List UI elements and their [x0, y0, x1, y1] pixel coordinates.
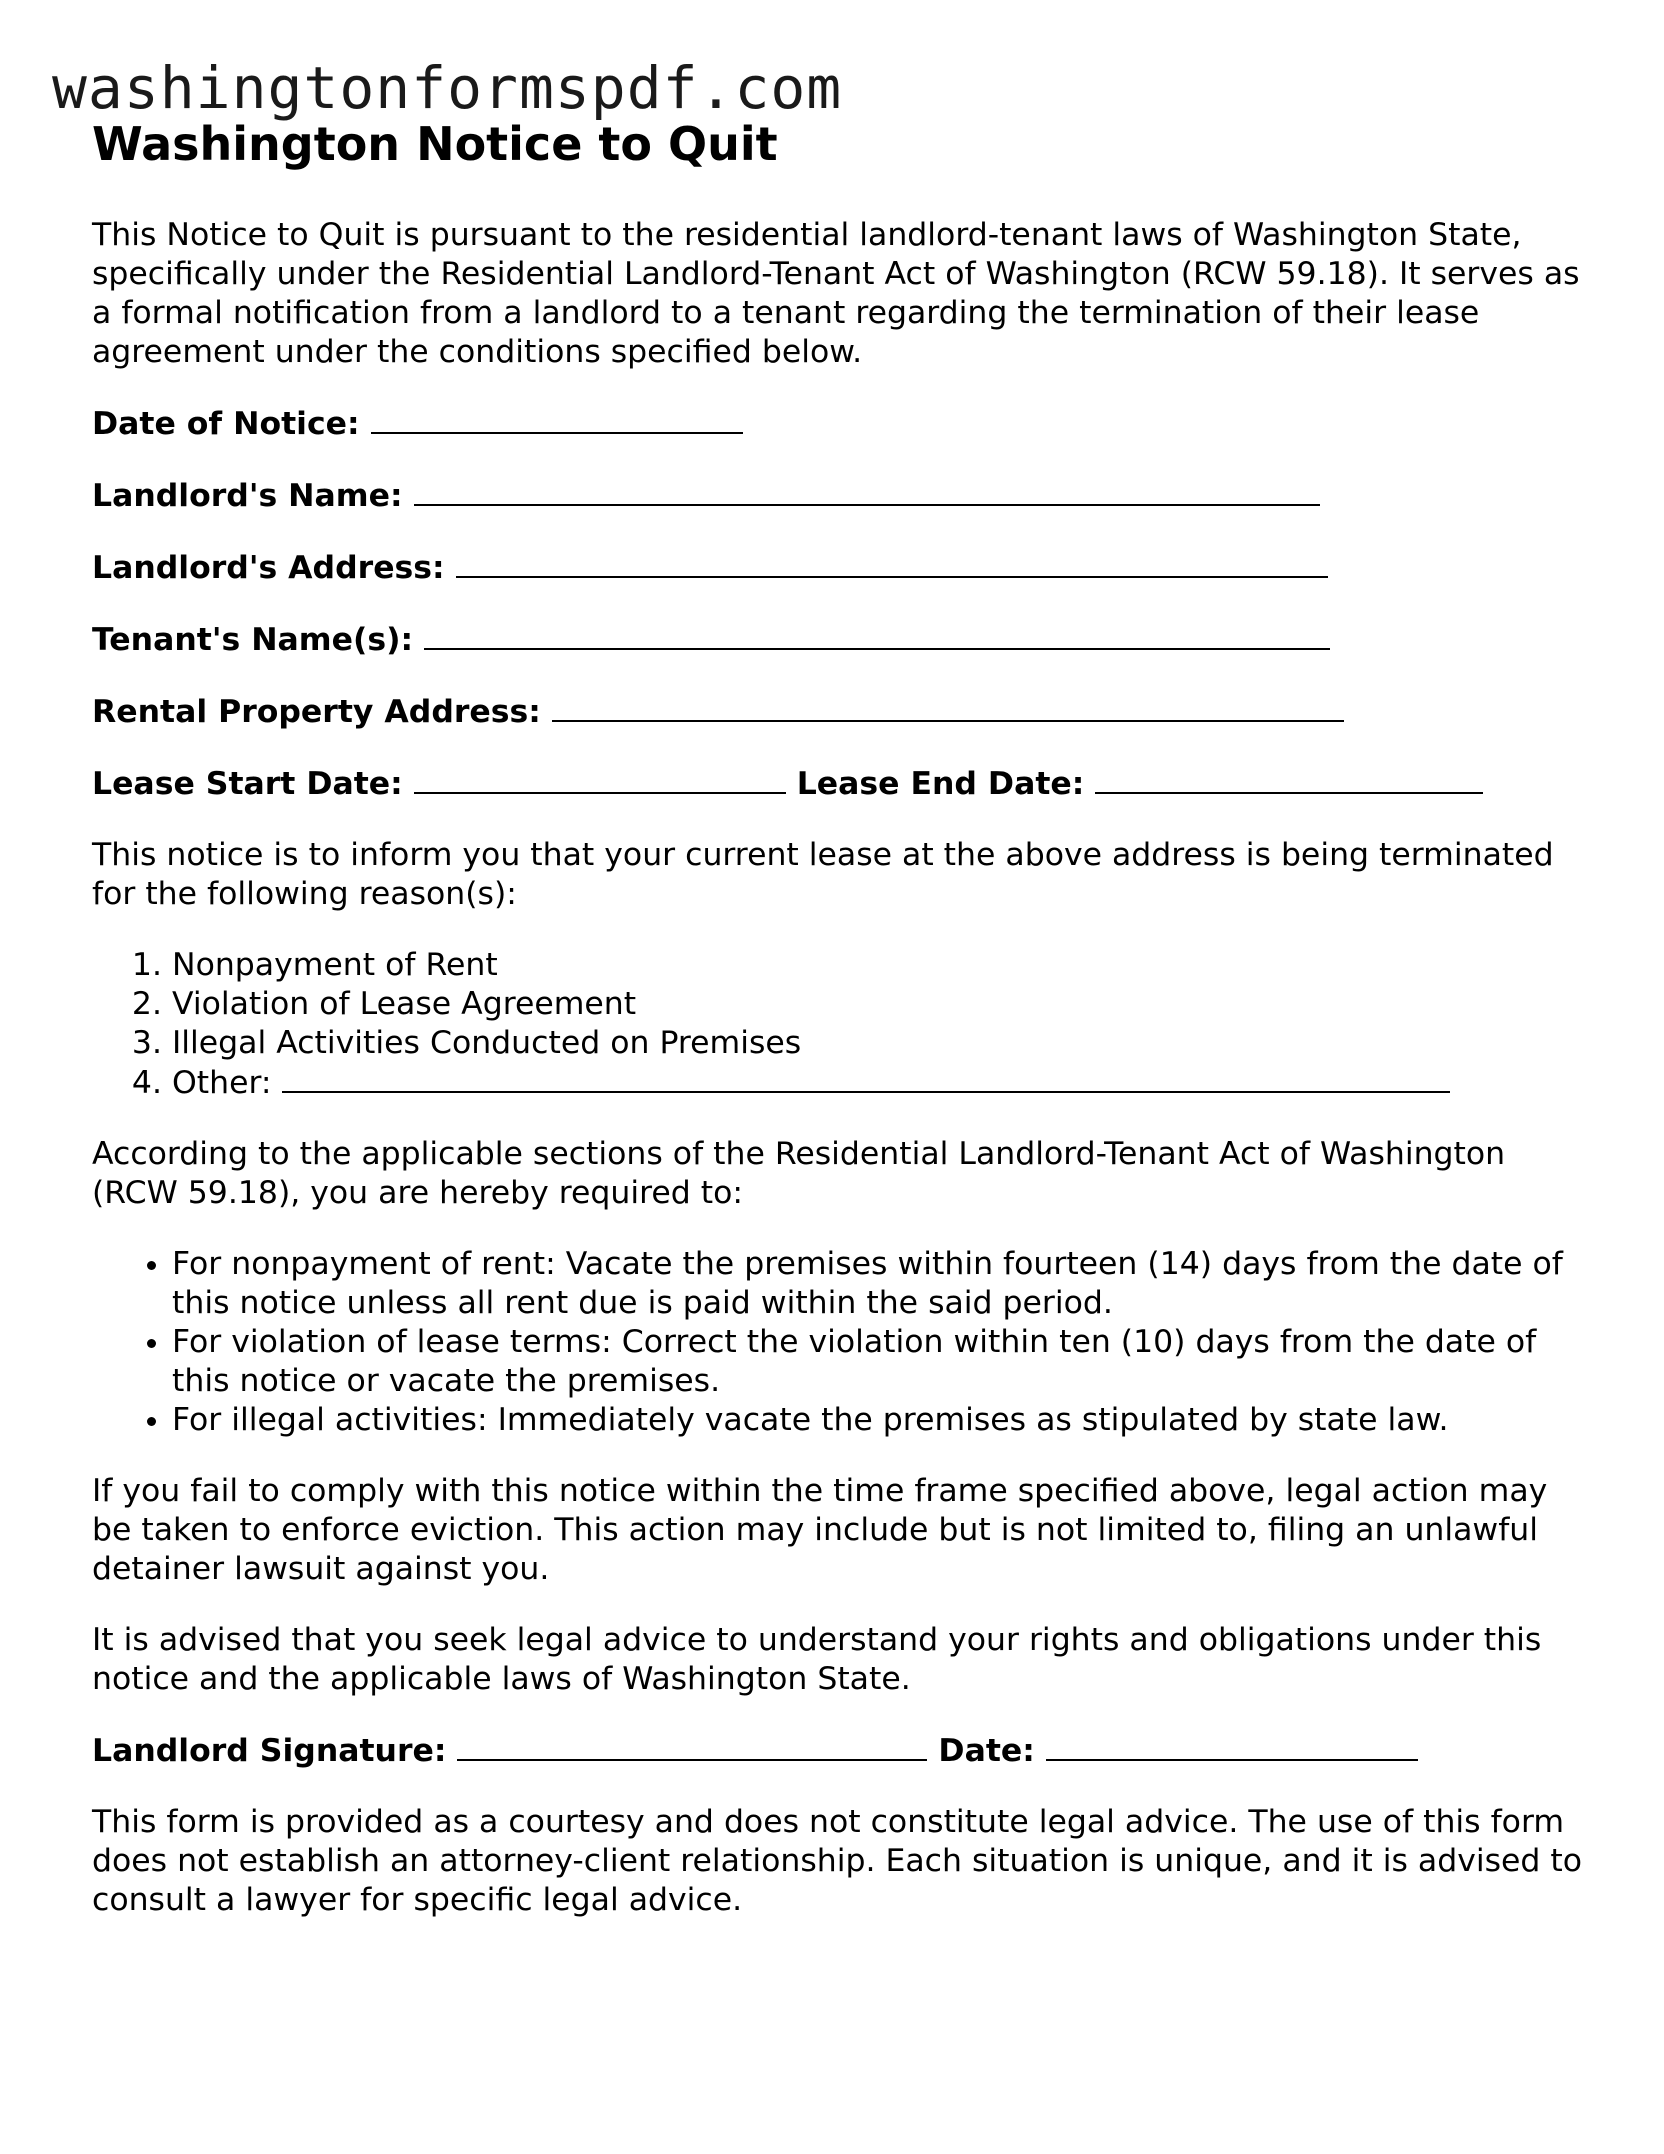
lease-start-date-blank[interactable]: [414, 764, 786, 794]
reason-item-other: 4. Other:: [172, 1063, 1592, 1103]
reason-other-blank[interactable]: [282, 1063, 1450, 1093]
watermark: washingtonformspdf.com: [52, 54, 843, 122]
document-title: Washington Notice to Quit: [92, 117, 778, 171]
rental-property-address-label: Rental Property Address:: [92, 694, 541, 730]
landlord-address-field: [92, 548, 1592, 588]
requirements-intro: According to the applicable sections of the Residential Landlord-Tenant Act of Washington (RCW 59.18), you are hereby required to:: [92, 1136, 1506, 1211]
reasons-list: [92, 946, 1592, 1103]
tenant-names-label: Tenant's Name(s):: [92, 622, 414, 658]
rental-property-address-field: [92, 692, 1592, 732]
landlord-address-label: Landlord's Address:: [92, 550, 445, 586]
requirement-item: • For violation of lease terms: Correct the violation within ten (10) days from the date of this notice or vacate the premises.: [172, 1323, 1592, 1401]
disclaimer-paragraph: This form is provided as a courtesy and does not constitute legal advice. The use of this form does not establish an attorney-client relationship. Each situation is unique, and it is advised to consult a lawyer for specific legal advice.: [92, 1804, 1583, 1918]
lease-start-date-label: Lease Start Date:: [92, 766, 403, 802]
requirements-list: [92, 1245, 1592, 1440]
landlord-name-label: Landlord's Name:: [92, 478, 403, 514]
signature-date-label: Date:: [938, 1733, 1035, 1769]
consequence-paragraph: If you fail to comply with this notice within the time frame specified above, legal action may be taken to enforce eviction. This action may include but is not limited to, filing an unlawful detainer lawsuit against you.: [92, 1473, 1548, 1587]
requirement-item: • For illegal activities: Immediately vacate the premises as stipulated by state law.: [172, 1401, 1592, 1440]
landlord-signature-label: Landlord Signature:: [92, 1733, 447, 1769]
date-of-notice-blank[interactable]: [371, 404, 743, 434]
signature-field: [92, 1731, 1592, 1771]
reasons-intro: This notice is to inform you that your current lease at the above address is being terminated for the following reason(s):: [92, 837, 1554, 912]
signature-date-blank[interactable]: [1046, 1731, 1418, 1761]
reason-item: 2. Violation of Lease Agreement: [172, 985, 1592, 1024]
requirement-item: • For nonpayment of rent: Vacate the premises within fourteen (14) days from the date of this notice unless all rent due is paid within the said period.: [172, 1245, 1592, 1323]
lease-dates-field: [92, 764, 1592, 804]
tenant-names-blank[interactable]: [424, 620, 1330, 650]
landlord-signature-blank[interactable]: [457, 1731, 927, 1761]
lease-end-date-blank[interactable]: [1095, 764, 1483, 794]
landlord-address-blank[interactable]: [456, 548, 1328, 578]
tenant-names-field: [92, 620, 1592, 660]
date-of-notice-field: [92, 404, 1592, 444]
rental-property-address-blank[interactable]: [552, 692, 1344, 722]
advice-paragraph: It is advised that you seek legal advice to understand your rights and obligations under this notice and the applicable laws of Washington State.: [92, 1622, 1542, 1697]
landlord-name-blank[interactable]: [414, 476, 1320, 506]
document-body: [92, 112, 1592, 1952]
reason-item: 1. Nonpayment of Rent: [172, 946, 1592, 985]
date-of-notice-label: Date of Notice:: [92, 406, 360, 442]
reason-item: 3. Illegal Activities Conducted on Premises: [172, 1024, 1592, 1063]
landlord-name-field: [92, 476, 1592, 516]
intro-paragraph: This Notice to Quit is pursuant to the residential landlord-tenant laws of Washington State, specifically under the Residential Landlord-Tenant Act of Washington (RCW 59.18). It serves as a formal notification from a landlord to a tenant regarding the termination of their lease agreement under the conditions specified below.: [92, 217, 1580, 370]
lease-end-date-label: Lease End Date:: [796, 766, 1085, 802]
